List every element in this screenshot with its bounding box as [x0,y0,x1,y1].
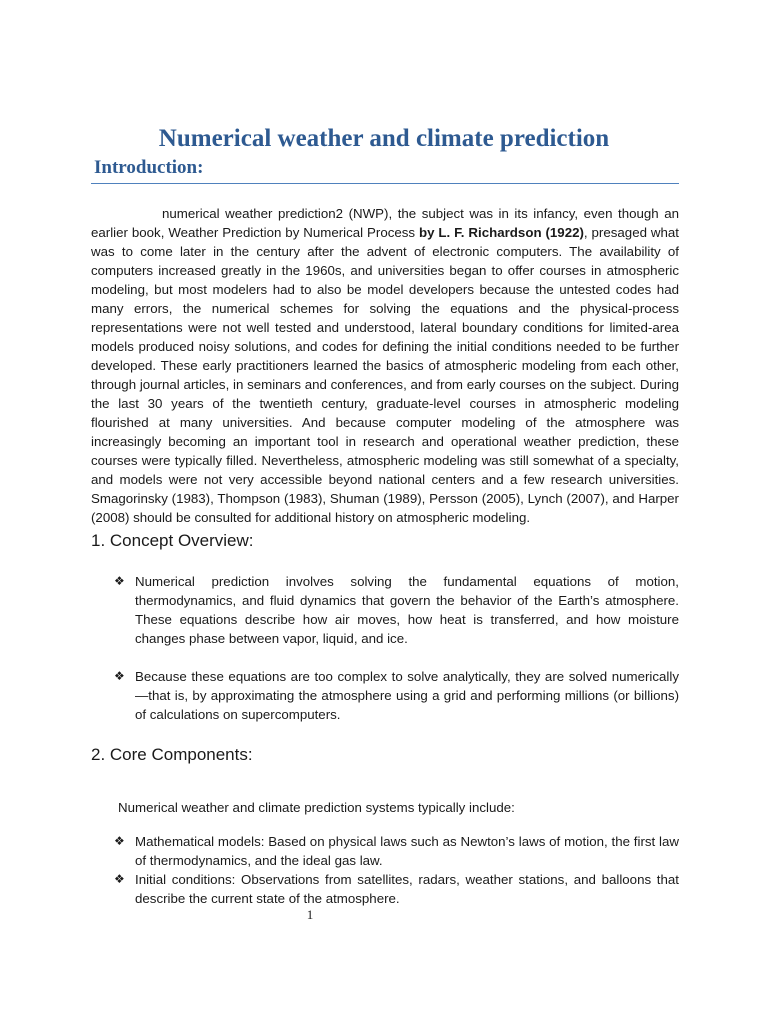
intro-text-end: , presaged what was to come later in the century after the advent of electronic computers. The availability of computers increased greatly in the 1960s, and universities began to offer courses in atmospheric modeling, but most modelers had to also be model developers because the untested codes had many errors, the numerical schemes for solving the equations and the physical-process representations were not well tested and understood, lateral boundary conditions for limited-area models produced noisy solutions, and codes for defining the initial conditions needed to be further developed. These early practitioners learned the basics of atmospheric modeling from each other, through journal articles, in seminars and conferences, and from early courses on the subject. During the last 30 years of the twentieth century, graduate-level courses in atmospheric modeling flourished at many universities. And because computer modeling of the atmosphere was increasingly becoming an important tool in research and operational weather prediction, these courses were typically filled. Nevertheless, atmospheric modeling was still somewhat of a specialty, and models were not very accessible beyond national centers and a few research universities. Smagorinsky (1983), Thompson (1983), Shuman (1989), Persson (2005), Lynch (2007), and Harper (2008) should be consulted for additional history on atmospheric modeling. [91,225,679,525]
core-components-list [114,832,679,908]
list-item [114,572,679,648]
intro-text-start: numerical weather prediction2 (NWP), the subject was in its infancy, even though an earlier book, Weather Prediction by Numerical Process [91,206,679,240]
core-components-heading: 2. Core Components: [91,745,253,764]
concept-overview-list [114,572,679,724]
diamond-bullet-icon: ❖ [114,574,125,588]
list-item [114,832,679,870]
document-title: Numerical weather and climate prediction [158,125,610,152]
list-item-text: Because these equations are too complex to solve analytically, they are solved numerically—that is, by approximating the atmosphere using a grid and performing millions (or billions) of calculations on supercomputers. [135,669,679,722]
list-item-text: Numerical prediction involves solving the fundamental equations of motion, thermodynamics, and fluid dynamics that govern the behavior of the Earth’s atmosphere. These equations describe how air moves, how heat is transferred, and how moisture changes phase between vapor, liquid, and ice. [135,574,679,646]
list-item-text: Initial conditions: Observations from satellites, radars, weather stations, and balloons that describe the current state of the atmosphere. [135,872,679,906]
concept-overview-heading: 1. Concept Overview: [91,531,254,550]
introduction-heading: Introduction: [94,157,204,178]
diamond-bullet-icon: ❖ [114,872,125,886]
introduction-paragraph [91,204,679,527]
diamond-bullet-icon: ❖ [114,834,125,848]
heading-divider [91,183,679,184]
core-components-intro: Numerical weather and climate prediction systems typically include: [118,800,515,815]
intro-citation-bold: by L. F. Richardson (1922) [418,225,584,240]
list-item-text: Mathematical models: Based on physical laws such as Newton’s laws of motion, the first law of thermodynamics, and the ideal gas law. [135,834,679,868]
list-item [114,667,679,724]
diamond-bullet-icon: ❖ [114,669,125,683]
page-number: 1 [306,907,314,922]
list-item [114,870,679,908]
